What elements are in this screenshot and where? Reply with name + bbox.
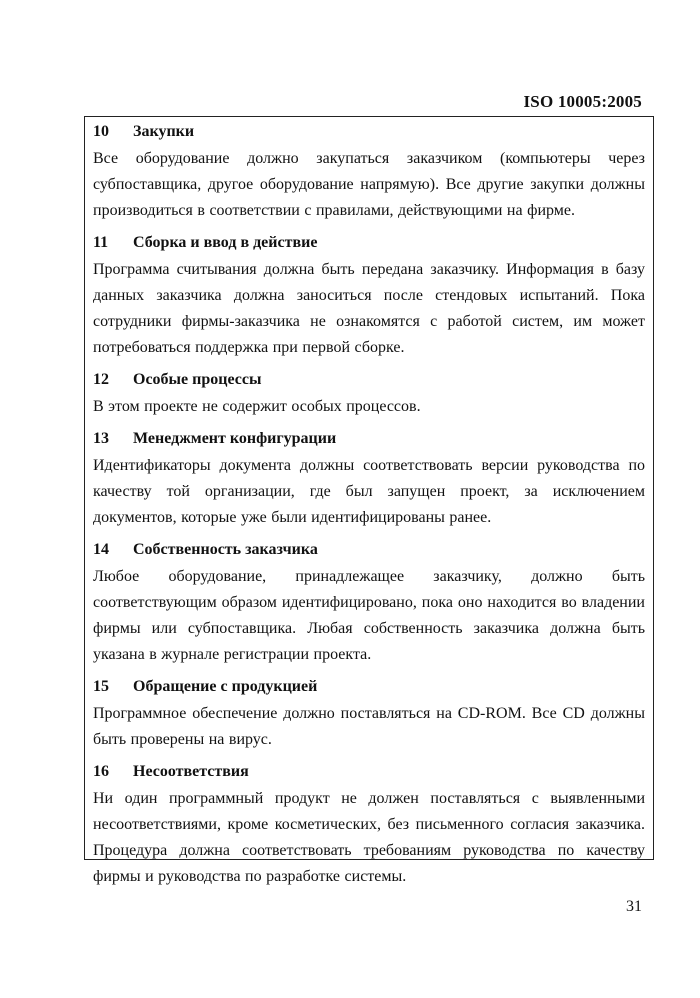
section-body: Все оборудование должно закупаться заказчиком (компьютеры через субпоставщика, другое оборудование напрямую). Все другие закупки должны производиться в соответствии с правилами, действующими на фирме. xyxy=(93,150,645,219)
section-13 xyxy=(93,428,645,531)
section-number: 11 xyxy=(93,234,109,251)
section-body: Идентификаторы документа должны соответствовать версии руководства по качеству той организации, где был запущен проект, за исключением документов, которые уже были идентифицированы ранее. xyxy=(93,457,645,526)
section-title: Закупки xyxy=(133,123,195,140)
section-12 xyxy=(93,369,645,420)
section-body: Программное обеспечение должно поставляться на CD-ROM. Все CD должны быть проверены на вирус. xyxy=(93,705,645,748)
section-body: Программа считывания должна быть передана заказчику. Информация в базу данных заказчика должна заноситься после стендовых испытаний. Пока сотрудники фирмы-заказчика не ознакомятся с работой систем, им может потребоваться поддержка при первой сборке. xyxy=(93,261,645,356)
section-title: Особые процессы xyxy=(133,371,262,388)
section-16 xyxy=(93,761,645,890)
section-14 xyxy=(93,539,645,668)
document-code: ISO 10005:2005 xyxy=(523,92,642,111)
section-number: 16 xyxy=(93,763,109,780)
page-number: 31 xyxy=(626,898,642,915)
section-heading xyxy=(93,428,645,450)
section-title: Обращение с продукцией xyxy=(133,678,318,695)
section-title: Менеджмент конфигурации xyxy=(133,430,337,447)
section-title: Сборка и ввод в действие xyxy=(133,234,318,251)
section-heading xyxy=(93,121,645,143)
section-number: 13 xyxy=(93,430,109,447)
section-number: 10 xyxy=(93,123,109,140)
section-body: Ни один программный продукт не должен поставляться с выявленными несоответствиями, кроме косметических, без письменного согласия заказчика. Процедура должна соответствовать требованиям руководства по качеству фирмы и руководства по разработке системы. xyxy=(93,790,645,885)
section-11 xyxy=(93,232,645,361)
section-15 xyxy=(93,676,645,753)
section-heading xyxy=(93,232,645,254)
section-body: В этом проекте не содержит особых процессов. xyxy=(93,398,421,415)
section-title: Собственность заказчика xyxy=(133,541,318,558)
section-heading xyxy=(93,761,645,783)
section-title: Несоответствия xyxy=(133,763,249,780)
section-heading xyxy=(93,676,645,698)
section-number: 14 xyxy=(93,541,109,558)
content-box xyxy=(84,116,654,885)
section-10 xyxy=(93,121,645,224)
section-number: 12 xyxy=(93,371,109,388)
section-heading xyxy=(93,369,645,391)
section-number: 15 xyxy=(93,678,109,695)
section-heading xyxy=(93,539,645,561)
section-body: Любое оборудование, принадлежащее заказчику, должно быть соответствующим образом идентифицировано, пока оно находится во владении фирмы или субпоставщика. Любая собственность заказчика должна быть указана в журнале регистрации проекта. xyxy=(93,568,645,663)
